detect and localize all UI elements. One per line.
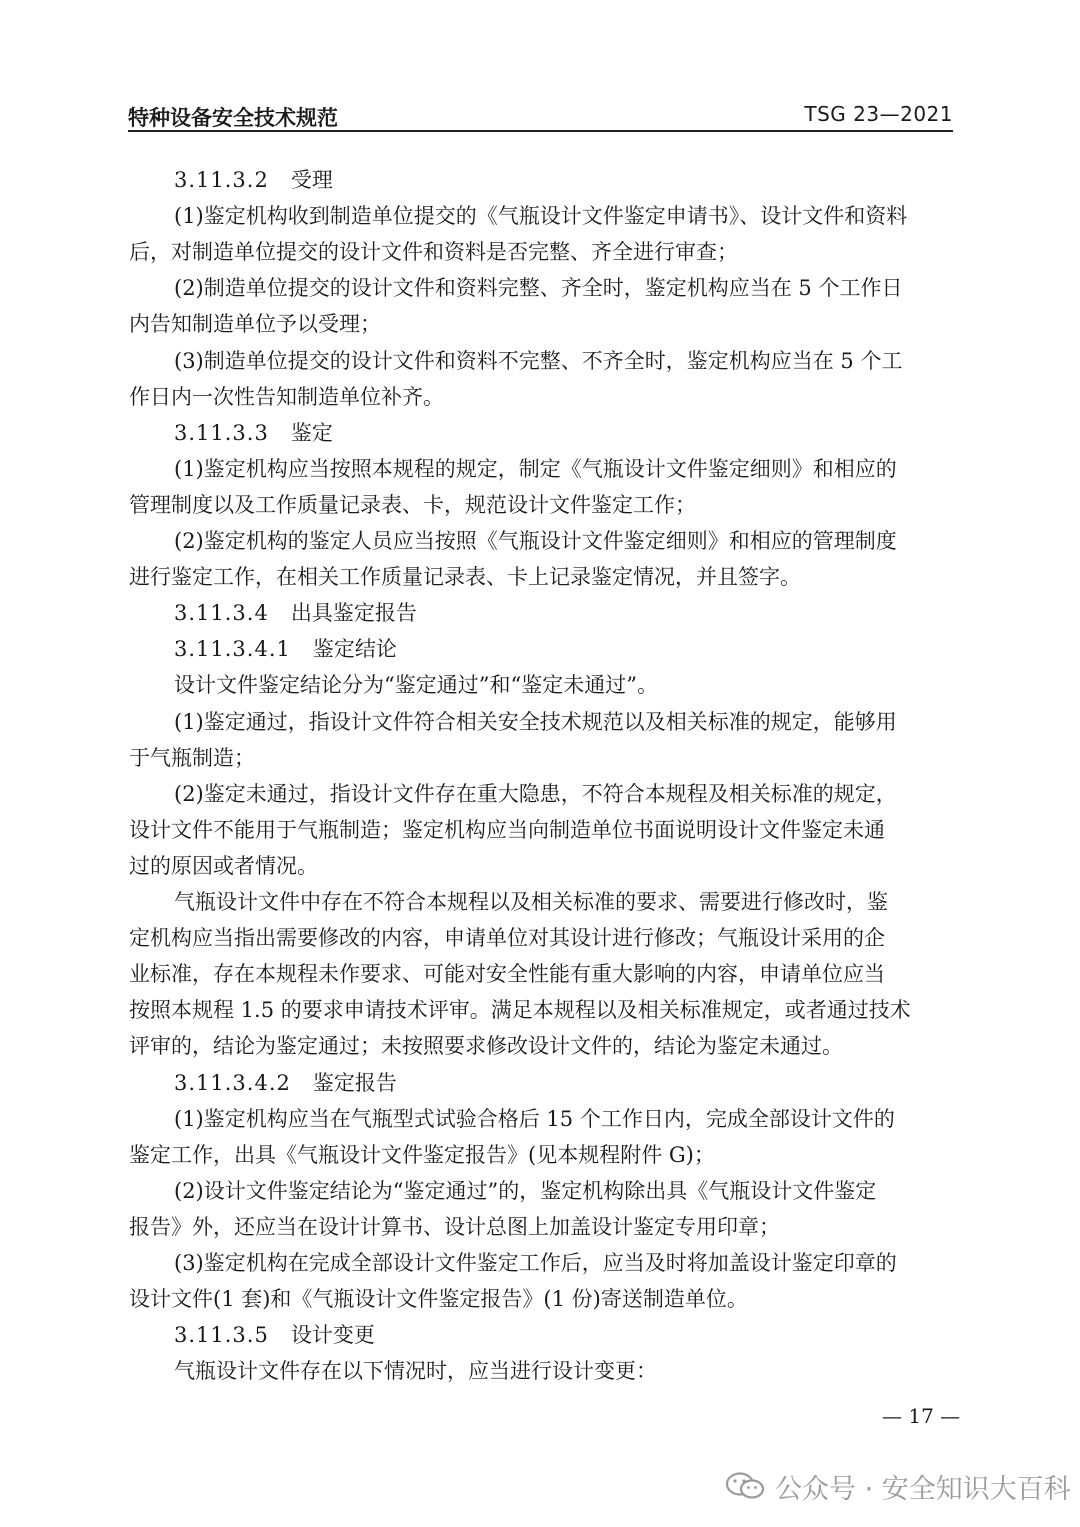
header-standard-code: TSG 23—2021	[804, 102, 953, 126]
paragraph-line: 作日内一次性告知制造单位补齐。	[129, 384, 444, 409]
section-number: 3.11.3.2	[174, 168, 269, 192]
section-number: 3.11.3.4.1	[174, 637, 291, 662]
paragraph-line: (3)鉴定机构在完成全部设计文件鉴定工作后，应当及时将加盖设计鉴定印章的	[174, 1251, 897, 1275]
paragraph-line: (1)鉴定通过，指设计文件符合相关安全技术规范以及相关标准的规定，能够用	[174, 709, 897, 734]
paragraph-line: 评审的，结论为鉴定通过；未按照要求修改设计文件的，结论为鉴定未通过。	[129, 1034, 843, 1059]
paragraph-line: 管理制度以及工作质量记录表、卡，规范设计文件鉴定工作；	[129, 492, 696, 517]
paragraph-line: 定机构应当指出需要修改的内容，申请单位对其设计进行修改；气瓶设计采用的企	[129, 926, 885, 951]
paragraph-line: 气瓶设计文件中存在不符合本规程以及相关标准的要求、需要进行修改时，鉴	[174, 890, 888, 914]
section-number: 3.11.3.4.2	[174, 1070, 291, 1095]
section-title: 鉴定报告	[312, 1070, 397, 1095]
section-heading	[174, 1321, 375, 1349]
paragraph-line: 按照本规程 1.5 的要求申请技术评审。满足本规程以及相关标准规定，或者通过技术	[129, 998, 911, 1023]
paragraph-line: 后，对制造单位提交的设计文件和资料是否完整、齐全进行审查；	[129, 240, 738, 265]
paragraph-line: 于气瓶制造；	[129, 745, 255, 770]
paragraph-line: 内告知制造单位予以受理；	[129, 312, 381, 337]
paragraph-line: (1)鉴定机构应当按照本规程的规定，制定《气瓶设计文件鉴定细则》和相应的	[174, 456, 897, 481]
paragraph-line: (2)制造单位提交的设计文件和资料完整、齐全时，鉴定机构应当在 5 个工作日	[174, 276, 903, 301]
section-title: 受理	[290, 168, 333, 192]
paragraph-line: (3)制造单位提交的设计文件和资料不完整、不齐全时，鉴定机构应当在 5 个工	[174, 348, 903, 373]
paragraph-line: (1)鉴定机构应当在气瓶型式试验合格后 15 个工作日内，完成全部设计文件的	[174, 1106, 895, 1131]
paragraph-line: 业标准，存在本规程未作要求、可能对安全性能有重大影响的内容，申请单位应当	[129, 962, 885, 987]
paragraph-line: 设计文件不能用于气瓶制造；鉴定机构应当向制造单位书面说明设计文件鉴定未通	[129, 817, 885, 842]
wechat-icon	[725, 1471, 765, 1501]
paragraph-line: 报告》外，还应当在设计计算书、设计总图上加盖设计鉴定专用印章；	[129, 1214, 780, 1239]
section-heading	[174, 1069, 397, 1097]
wechat-watermark	[725, 1466, 1071, 1506]
paragraph-line: 过的原因或者情况。	[129, 853, 318, 878]
paragraph-line: (2)设计文件鉴定结论为“鉴定通过”的，鉴定机构除出具《气瓶设计文件鉴定	[174, 1178, 877, 1203]
paragraph-line: (1)鉴定机构收到制造单位提交的《气瓶设计文件鉴定申请书》、设计文件和资料	[174, 204, 908, 229]
paragraph-line: 进行鉴定工作，在相关工作质量记录表、卡上记录鉴定情况，并且签字。	[129, 565, 801, 590]
paragraph-line: 鉴定工作，出具《气瓶设计文件鉴定报告》(见本规程附件 G)；	[129, 1142, 715, 1167]
section-heading	[174, 599, 417, 627]
section-heading	[174, 635, 397, 663]
section-title: 鉴定结论	[312, 637, 397, 662]
watermark-text: 公众号 · 安全知识大百科	[775, 1473, 1071, 1505]
paragraph-line: 气瓶设计文件存在以下情况时，应当进行设计变更：	[174, 1359, 657, 1384]
section-number: 3.11.3.4	[174, 601, 269, 626]
section-heading	[174, 166, 333, 194]
section-number: 3.11.3.3	[174, 420, 269, 445]
section-heading	[174, 419, 333, 447]
page-number: — 17 —	[882, 1404, 961, 1428]
section-number: 3.11.3.5	[174, 1323, 269, 1348]
page-header	[128, 100, 953, 132]
section-title: 鉴定	[290, 420, 333, 445]
section-title: 出具鉴定报告	[290, 601, 417, 626]
paragraph-line: (2)鉴定未通过，指设计文件存在重大隐患，不符合本规程及相关标准的规定，	[174, 781, 897, 806]
header-standard-title: 特种设备安全技术规范	[128, 106, 338, 130]
paragraph-line: (2)鉴定机构的鉴定人员应当按照《气瓶设计文件鉴定细则》和相应的管理制度	[174, 529, 897, 553]
section-title: 设计变更	[290, 1323, 375, 1348]
paragraph-line: 设计文件鉴定结论分为“鉴定通过”和“鉴定未通过”。	[174, 673, 658, 698]
paragraph-line: 设计文件(1 套)和《气瓶设计文件鉴定报告》(1 份)寄送制造单位。	[129, 1287, 748, 1312]
